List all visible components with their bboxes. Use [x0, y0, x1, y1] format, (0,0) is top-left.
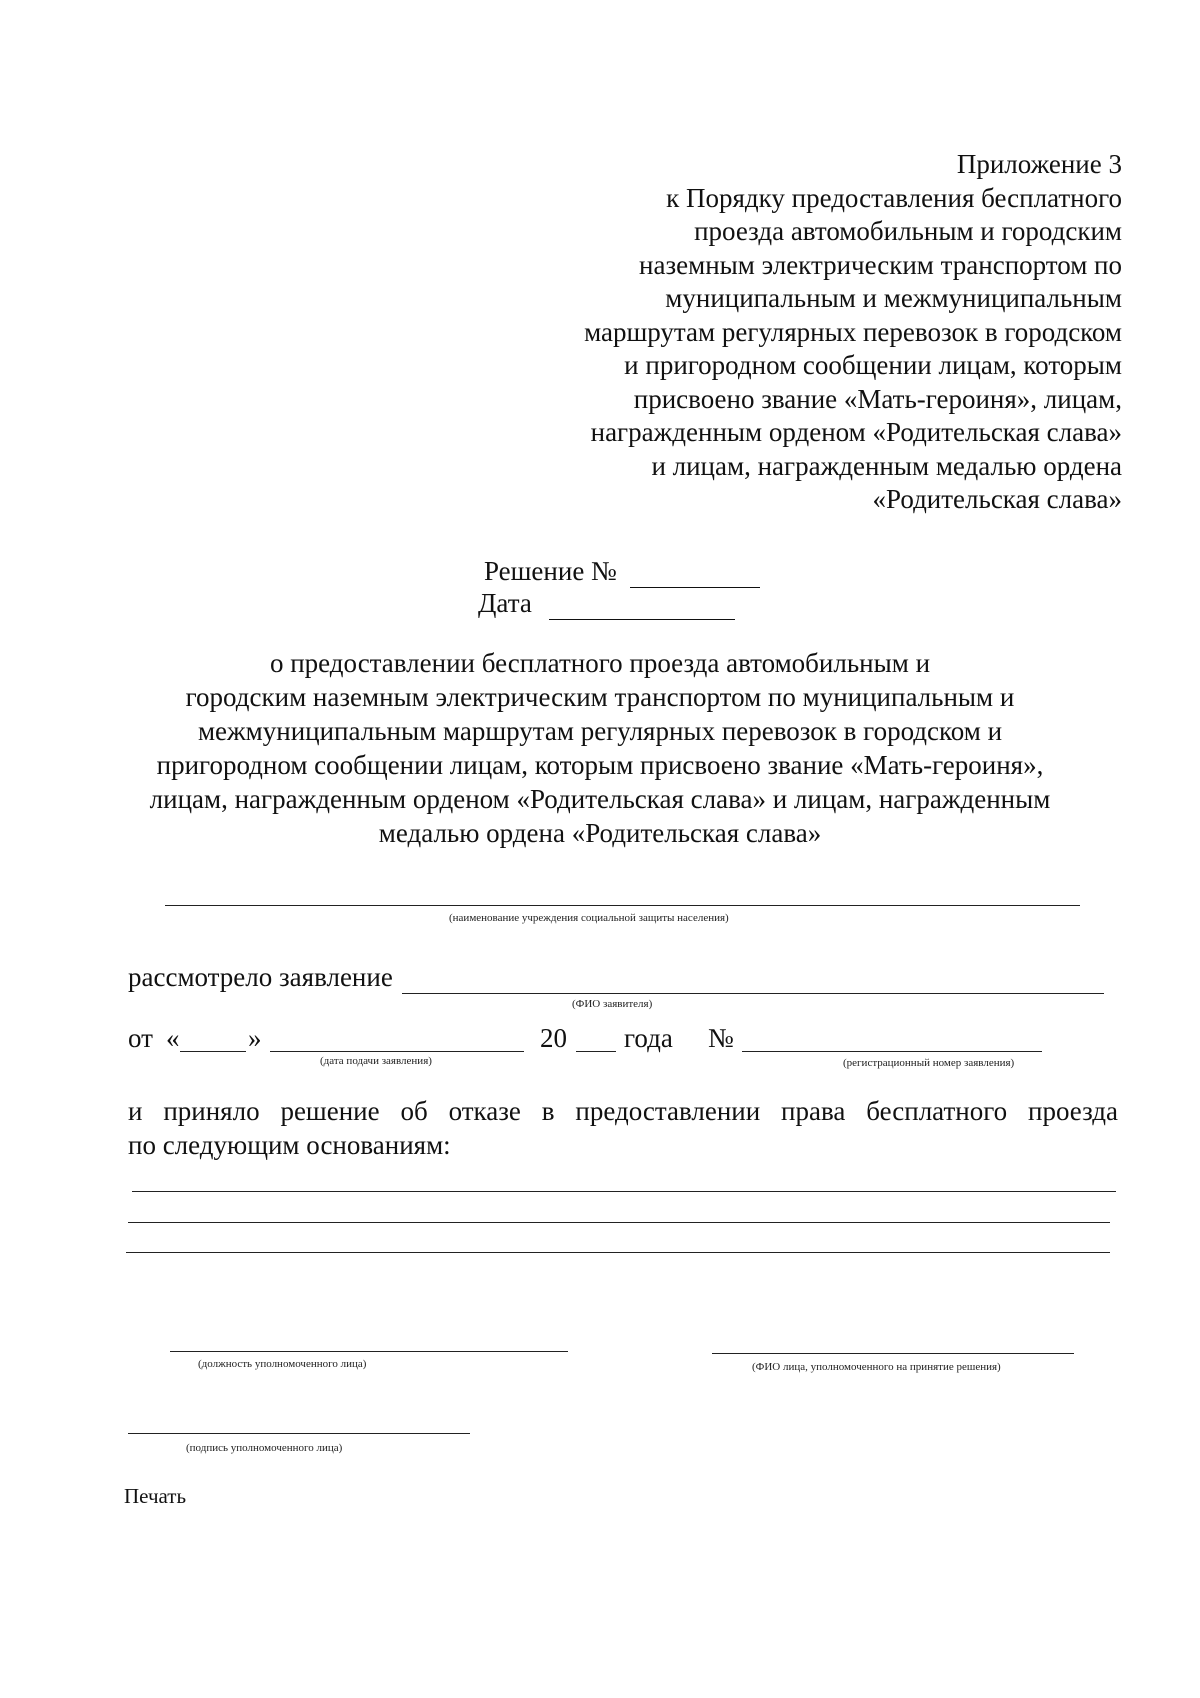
official-caption: (ФИО лица, уполномоченного на принятие решения) — [752, 1361, 1001, 1373]
registration-number-field[interactable] — [742, 1051, 1042, 1052]
title-line: медалью ордена «Родительская слава» — [378, 818, 822, 848]
title-line: пригородном сообщении лицам, которым присвоено звание «Мать-героиня», — [156, 750, 1044, 780]
institution-caption: (наименование учреждения социальной защиты населения) — [449, 912, 729, 924]
refusal-line-2: по следующим основаниям: — [128, 1130, 451, 1160]
annex-line: к Порядку предоставления бесплатного — [666, 182, 1122, 213]
annex-line: и лицам, награжденным медалью ордена — [651, 450, 1122, 481]
title-line: межмуниципальным маршрутам регулярных перевозок в городском и — [197, 716, 1003, 746]
year-suffix: года — [624, 1023, 673, 1053]
decision-title — [100, 646, 1100, 850]
annex-line: наземным электрическим транспортом по — [639, 249, 1122, 280]
signature-caption: (подпись уполномоченного лица) — [186, 1442, 343, 1454]
annex-line: награжденным орденом «Родительская слава» — [590, 417, 1122, 447]
reviewed-label: рассмотрело заявление — [128, 962, 393, 992]
from-label: от — [128, 1023, 153, 1053]
quote-close: » — [248, 1023, 262, 1053]
year-prefix: 20 — [540, 1023, 567, 1053]
decision-date-row — [478, 588, 735, 620]
decision-number-row — [484, 556, 760, 588]
application-date-field[interactable] — [270, 1051, 524, 1052]
stamp-label: Печать — [124, 1484, 187, 1508]
day-field[interactable] — [180, 1051, 246, 1052]
annex-header — [482, 148, 1122, 517]
title-line: о предоставлении бесплатного проезда автомобильным и — [269, 648, 931, 678]
annex-title: Приложение 3 — [956, 149, 1122, 179]
grounds-line[interactable] — [132, 1191, 1116, 1192]
quote-open: « — [166, 1023, 180, 1053]
annex-line: маршрутам регулярных перевозок в городском — [584, 316, 1122, 347]
regnum-caption: (регистрационный номер заявления) — [843, 1057, 1015, 1069]
title-line: городским наземным электрическим транспортом по муниципальным и — [185, 682, 1015, 712]
position-caption: (должность уполномоченного лица) — [198, 1358, 367, 1370]
annex-line: муниципальным и межмуниципальным — [665, 283, 1122, 313]
date-caption: (дата подачи заявления) — [320, 1055, 432, 1067]
annex-line: и пригородном сообщении лицам, которым — [624, 350, 1122, 380]
signature-field[interactable] — [128, 1433, 470, 1434]
annex-line: «Родительская слава» — [872, 484, 1122, 514]
decision-date-label: Дата — [478, 588, 532, 618]
refusal-line-1: и приняло решение об отказе в предоставлении права бесплатного проезда — [128, 1096, 1118, 1126]
decision-date-field[interactable] — [549, 588, 735, 620]
number-sign: № — [708, 1023, 734, 1053]
grounds-line[interactable] — [128, 1222, 1110, 1223]
annex-line: проезда автомобильным и городским — [694, 216, 1122, 246]
institution-field[interactable] — [165, 905, 1080, 906]
year-field[interactable] — [576, 1051, 616, 1052]
applicant-caption: (ФИО заявителя) — [572, 998, 653, 1010]
refusal-paragraph — [128, 1094, 1118, 1162]
official-name-field[interactable] — [712, 1353, 1074, 1354]
decision-number-label: Решение № — [484, 556, 617, 586]
title-line: лицам, награжденным орденом «Родительская слава» и лицам, награжденным — [149, 784, 1051, 814]
grounds-line[interactable] — [126, 1252, 1110, 1253]
position-field[interactable] — [170, 1351, 568, 1352]
decision-number-field[interactable] — [630, 556, 760, 588]
applicant-name-field[interactable] — [402, 993, 1104, 994]
annex-line: присвоено звание «Мать-героиня», лицам, — [633, 383, 1122, 414]
